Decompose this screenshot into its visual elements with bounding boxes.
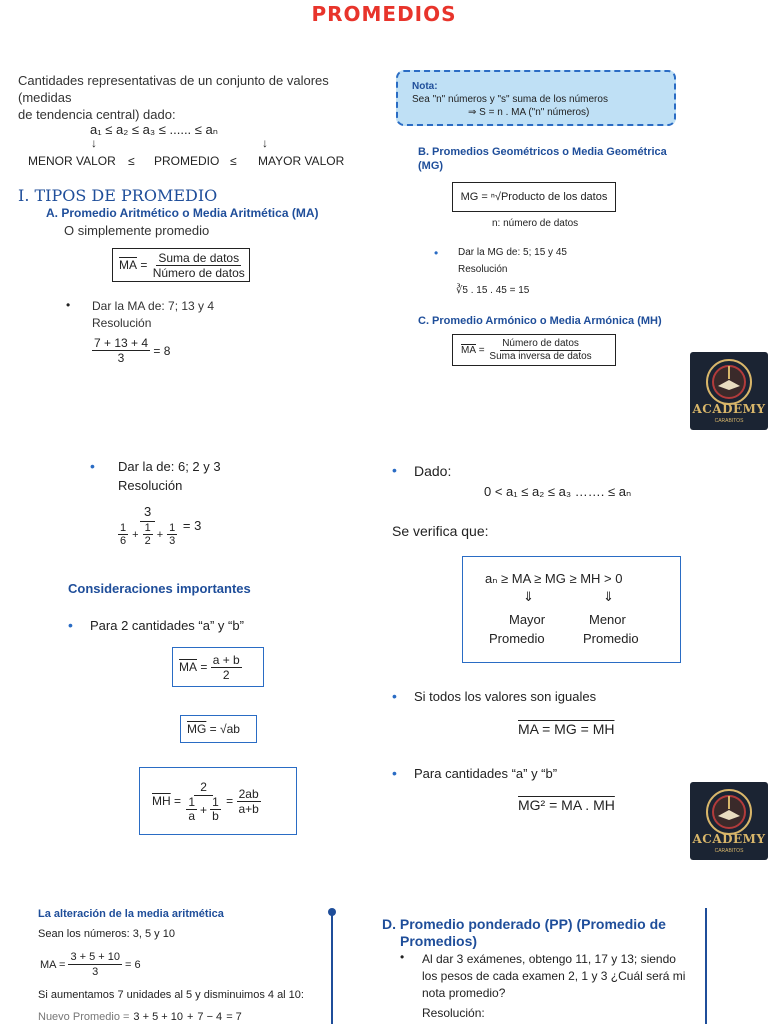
mh-example: Dar la de: 6; 2 y 3 [118,459,221,474]
sqrt-ab: √ab [220,722,240,736]
example-ma: Dar la MA de: 7; 13 y 4 [92,299,215,313]
frac-d: a [188,809,196,823]
inequality: aₙ ≥ MA ≥ MG ≥ MH > 0 [485,571,623,586]
section-c-title: C. Promedio Armónico o Media Armónica (MH) [418,315,662,327]
mg-note: n: número de datos [492,218,579,229]
frac-d: 6 [120,535,127,547]
ma-ab-fraction [211,653,242,682]
bullet-icon: • [68,617,73,633]
mg-formula-box: MG = ⁿ√Producto de los datos [452,182,616,212]
mh-calc [116,503,201,547]
frac-n: 1 [120,522,127,534]
frac-n: 1 [212,795,219,809]
question-line-1: Al dar 3 exámenes, obtengo 11, 17 y 13; siendo [422,952,676,966]
frac-d: $\frac{1}{a}$ + $\frac{1}{b}$ [188,795,219,823]
dado-sequence: 0 < a₁ ≤ a₂ ≤ a₃ ……. ≤ aₙ [484,484,632,499]
mg-example: Dar la MG de: 5; 15 y 45 [458,247,567,258]
nota-box [396,70,676,126]
ma-symbol: $\overline{MA}$ [179,660,197,674]
question-line-3: nota promedio? [422,986,506,1000]
mh-formula-box: $\overline{MA}$ = $\frac{\text{Número de datos}}{\text{Suma inversa de datos}}$ [452,334,616,366]
mh-calc-num: 3 [140,503,155,522]
mh-resolution: Resolución [118,478,183,493]
inequality-box [462,556,681,663]
ma-example-fraction [68,950,122,979]
frac-one-b [210,796,221,823]
bullet-icon: • [434,246,439,260]
promedio-label: PROMEDIO [154,154,220,168]
bullet-icon: • [90,458,95,474]
section-heading: I. TIPOS DE PROMEDIO [18,186,218,205]
promedio-label-1: Promedio [489,631,545,646]
menor-valor: MENOR VALOR [28,154,116,168]
alteration-text: Si aumentamos 7 unidades al 5 y disminuimos 4 al 10: [38,989,304,1001]
mayor-valor: MAYOR VALOR [258,154,345,168]
new-average-label: Nuevo Promedio = [38,1011,130,1023]
logo-sub: CARABITOS [714,418,744,424]
bullet-icon: • [392,462,397,478]
frac-n: 2ab [238,786,259,801]
right-divider [705,908,707,1024]
plus-sign: + [186,1011,194,1023]
mh-denominator: Suma inversa de datos [489,350,592,362]
intro-line-1: Cantidades representativas de un conjunto de valores (medidas [18,73,329,105]
new-average-num: 3 + 5 + 10 [133,1011,183,1023]
considerations-title: Consideraciones importantes [68,581,251,596]
sequence: a₁ ≤ a₂ ≤ a₃ ≤ ...... ≤ aₙ [90,122,218,137]
nota-label: Nota: [412,81,438,92]
academy-logo [690,782,768,860]
mayor-label: Mayor [509,612,546,627]
ma-calc-den: 3 [117,351,125,365]
frac-n: 1 [188,795,196,809]
ponderado-question [422,951,702,1002]
leq-1: ≤ [128,154,135,168]
mg-squared: MG² = MA . MH [518,797,615,813]
section-a-title: A. Promedio Aritmético o Media Aritmética (MA) [46,206,319,220]
bullet-icon: • [66,298,71,312]
two-quantities: Para 2 cantidades “a” y “b” [90,618,244,633]
frac-n: 2 [194,779,213,796]
frac-n: 1 [144,522,151,534]
academy-logo [690,352,768,430]
down-arrow-icon: ⇓ [523,589,534,604]
equal-means: MA = MG = MH [518,721,615,737]
mg-resolution: Resolución [458,264,508,275]
frac-d: 3 [169,535,176,547]
intro-line-2: de tendencia central) dado: [18,107,176,122]
mh-ab-result [236,787,260,816]
mh-calc-den: $\frac{1}{6}$ + $\frac{1}{2}$ + $\frac{1}{3}$ [120,522,176,547]
resolution-label: Resolución [92,316,152,330]
logo-label: ACADEMY [692,402,766,416]
promedio-label-2: Promedio [583,631,639,646]
ma-example [40,950,141,979]
mh-symbol: $\overline{MA}$ [461,344,476,356]
ma-example-result: = 6 [125,958,141,971]
ma-ab-box: $\overline{MA}$ = $\frac{a + b}{2}$ [172,647,264,687]
mh-ab-box: $\overline{MH}$ = 2 $\frac{1}{a}$ + $\frac{1}{b}$ = $\frac{2ab}{a+b}$ [139,767,297,835]
logo-sub: CARABITOS [714,848,744,854]
new-average [38,1011,242,1023]
frac-d: b [212,809,219,823]
ma-symbol: $\overline{MA}$ [119,258,137,272]
section-b-title: B. Promedios Geométricos o Media Geométrica [418,146,667,158]
numbers-label: Sean los números: 3, 5 y 10 [38,928,175,940]
iguales-label: Si todos los valores son iguales [414,689,597,704]
mh-calc-result: = 3 [182,517,202,533]
bullet-icon: • [392,688,397,704]
divider-dot-icon [328,908,336,916]
new-average-result: = 7 [226,1011,242,1023]
frac-n: 3 + 5 + 10 [70,951,120,963]
mg-symbol: $\overline{MG}$ [187,722,207,736]
ma-calc [92,336,170,365]
frac-d: 2 [144,535,151,547]
arrow-right-icon: ↓ [262,136,268,150]
frac-d: 2 [222,667,230,682]
bullet-icon: • [400,950,405,964]
frac-d: a+b [238,801,259,816]
nota-line-1: Sea "n" números y "s" suma de los números [412,94,608,105]
nota-line-2: ⇒ S = n . MA ("n" números) [468,107,590,118]
mh-numerator: Número de datos [502,337,579,349]
section-d-title: D. Promedio ponderado (PP) (Promedio de [382,916,666,932]
intro-text [18,72,358,123]
down-arrow-icon: ⇓ [603,589,614,604]
ma-calc-result: = 8 [153,343,171,358]
frac-one-a [186,796,197,823]
frac-d: 3 [92,966,99,978]
dado-label: Dado: [414,463,452,479]
mh-calc-fraction [116,503,179,547]
logo-label: ACADEMY [692,832,766,846]
ma-formula-box: $\overline{MA}$ = $\frac{\text{Suma de datos}}{\text{Número de datos}}$ [112,248,250,282]
bullet-icon: • [392,765,397,781]
ma-calc-num: 7 + 13 + 4 [94,336,149,350]
column-divider [331,912,333,1024]
section-b-title-2: (MG) [418,160,444,172]
mg-calc: ∛5 . 15 . 45 = 15 [456,285,530,296]
frac-n: a + b [212,652,240,667]
mh-ab-fraction [184,779,222,823]
ma-denominator: Número de datos [152,265,245,280]
arrow-left-icon: ↓ [91,136,97,150]
para-ab-label: Para cantidades “a” y “b” [414,766,558,781]
verifica-label: Se verifica que: [392,523,489,539]
section-a-sub: O simplemente promedio [64,223,210,238]
section-d-title-2: Promedios) [400,933,478,949]
ma-label: MA = [40,958,66,971]
frac-one-third [167,522,177,547]
page-title: PROMEDIOS [311,2,457,26]
mg-ab-box: $\overline{MG}$ = √ab [180,715,257,743]
ponderado-resolution: Resolución: [422,1006,485,1020]
ma-calc-fraction [92,336,150,365]
ma-numerator: Suma de datos [158,250,240,265]
menor-label: Menor [589,612,626,627]
frac-n: 1 [169,522,176,534]
frac-one-half [143,522,153,547]
alteration-title: La alteración de la media aritmética [38,908,224,920]
question-line-2: los pesos de cada examen 2, 1 y 3 ¿Cuál será mi [422,969,686,983]
new-average-delta: 7 − 4 [197,1011,223,1023]
leq-2: ≤ [230,154,237,168]
ma-fraction [151,251,247,280]
frac-one-sixth [118,522,128,547]
mh-symbol: $\overline{MH}$ [152,794,171,808]
mh-fraction [487,338,593,363]
